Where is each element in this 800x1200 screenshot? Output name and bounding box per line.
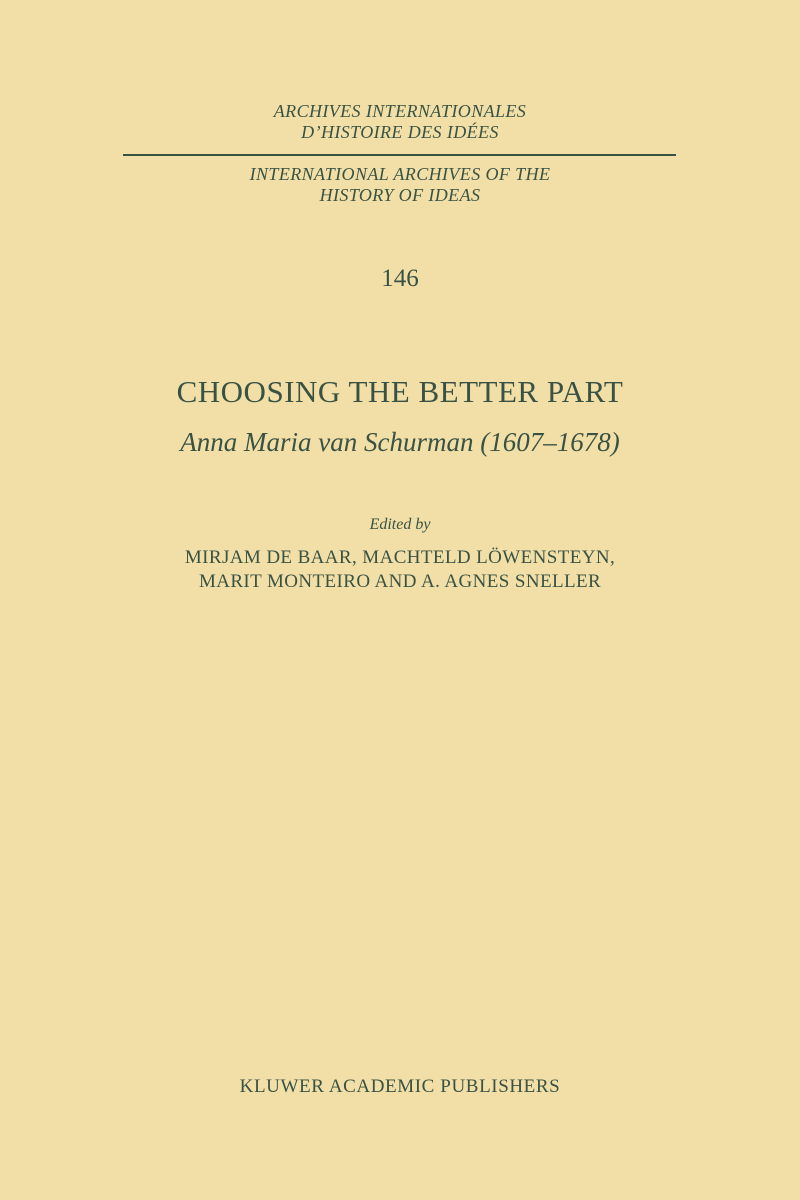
book-title: CHOOSING THE BETTER PART [176, 374, 624, 409]
editors-names-line1: MIRJAM DE BAAR, MACHTELD LÖWENSTEYN, [184, 547, 616, 568]
book-subtitle: Anna Maria van Schurman (1607–1678) [180, 427, 620, 457]
series-title-english-line2: HISTORY OF IDEAS [319, 185, 481, 205]
volume-number: 146 [381, 265, 419, 292]
editors-names-line2: MARIT MONTEIRO AND A. AGNES SNELLER [198, 571, 602, 592]
series-divider-rule [123, 154, 676, 156]
series-title-english-line1: INTERNATIONAL ARCHIVES OF THE [249, 164, 551, 184]
series-title-french [0, 101, 800, 143]
series-title-french-line1: ARCHIVES INTERNATIONALES [273, 101, 527, 121]
edited-by-label: Edited by [369, 516, 431, 533]
publisher-name: KLUWER ACADEMIC PUBLISHERS [239, 1076, 561, 1097]
editors-names [0, 546, 800, 594]
series-title-english [0, 164, 800, 206]
series-title-french-line2: D’HISTOIRE DES IDÉES [301, 122, 499, 142]
